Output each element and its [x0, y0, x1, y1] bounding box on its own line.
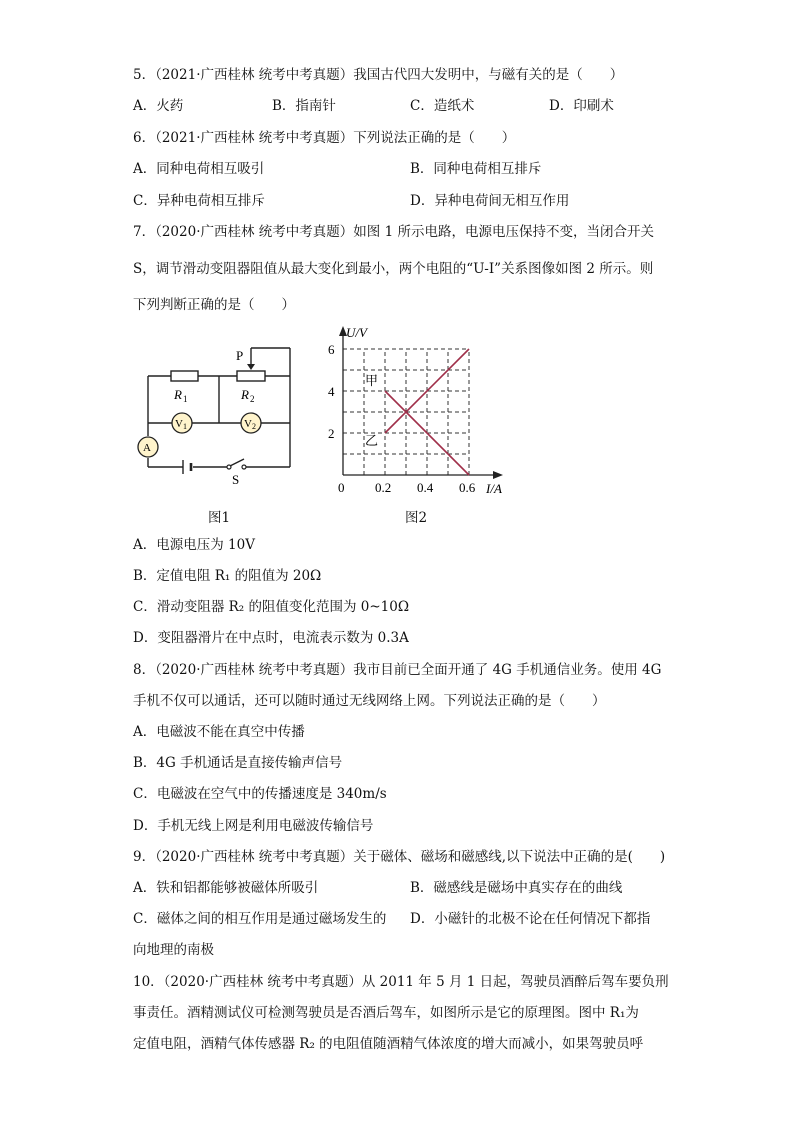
- slider-arrow-icon: [247, 364, 255, 370]
- q7-stem-line2: S，调节滑动变阻器阻值从最大变化到最小，两个电阻的“U-I”关系图像如图 2 所示。则: [133, 261, 654, 277]
- line-yi-label: 乙: [365, 433, 379, 448]
- q6-stem: 6．（2021·广西桂林 统考中考真题）下列说法正确的是（ ）: [133, 130, 516, 146]
- q5-option-b: B．指南针: [272, 98, 336, 114]
- q5-options: [133, 97, 653, 115]
- q6-option-c: C．异种电荷相互排斥: [133, 193, 265, 209]
- origin-label: 0: [338, 480, 345, 495]
- circuit-diagram: [128, 340, 308, 495]
- label-ammeter: A: [143, 442, 151, 454]
- q5-option-d: D．印刷术: [549, 98, 614, 114]
- q8-option-c: C．电磁波在空气中的传播速度是 340m/s: [133, 786, 387, 802]
- resistor-r2: [237, 371, 265, 381]
- q8-option-a: A．电磁波不能在真空中传播: [133, 724, 305, 740]
- line-jia-label: 甲: [365, 373, 379, 388]
- q6-options-row2: [133, 192, 653, 210]
- q6-options-row1: [133, 160, 653, 178]
- q10-line2: 事责任。酒精测试仪可检测驾驶员是否酒后驾车，如图所示是它的原理图。图中 R₁为: [133, 1005, 639, 1021]
- q9-option-d: D．小磁针的北极不论在任何情况下都指: [410, 911, 651, 927]
- label-v2: V: [244, 418, 252, 430]
- q9-stem: 9．（2020·广西桂林 统考中考真题）关于磁体、磁场和磁感线,以下说法中正确的是( ): [133, 849, 666, 865]
- label-r1-sub: 1: [183, 394, 188, 404]
- q7-stem-line3: 下列判断正确的是（ ）: [133, 297, 295, 313]
- q6-option-b: B．同种电荷相互排斥: [410, 161, 542, 177]
- q6-option-d: D．异种电荷间无相互作用: [410, 193, 570, 209]
- label-v1: V: [175, 418, 183, 430]
- q7-stem-line1: 7．（2020·广西桂林 统考中考真题）如图 1 所示电路，电源电压保持不变，当闭合开关: [133, 224, 654, 240]
- q9-options-row2: [133, 910, 673, 928]
- q8-option-b: B．4G 手机通话是直接传输声信号: [133, 755, 343, 771]
- label-r2-sub: 2: [250, 394, 255, 404]
- switch-contact-right: [242, 465, 246, 469]
- q8-stem-line2: 手机不仅可以通话，还可以随时通过无线网络上网。下列说法正确的是（ ）: [133, 693, 606, 709]
- ui-chart: [322, 322, 512, 497]
- q5-stem: 5．（2021·广西桂林 统考中考真题）我国古代四大发明中，与磁有关的是（ ）: [133, 67, 624, 83]
- q9-option-c: C．磁体之间的相互作用是通过磁场发生的: [133, 911, 387, 927]
- x-tick-label: 0.2: [375, 480, 392, 495]
- x-tick-label: 0.4: [417, 480, 434, 495]
- y-tick-label: 4: [328, 384, 335, 399]
- q10-line3: 定值电阻，酒精气体传感器 R₂ 的电阻值随酒精气体浓度的增大而减小，如果驾驶员呼: [133, 1036, 644, 1052]
- q10-line1: 10．（2020·广西桂林 统考中考真题）从 2011 年 5 月 1 日起，驾驶员酒醉后驾车要负刑: [133, 974, 669, 990]
- y-tick-label: 2: [328, 426, 335, 441]
- figure2-caption: 图2: [405, 510, 428, 526]
- switch-lever: [230, 459, 244, 466]
- q5-option-a: A．火药: [133, 98, 184, 114]
- x-axis-label: I/A: [486, 481, 502, 496]
- q7-option-d: D．变阻器滑片在中点时，电流表示数为 0.3A: [133, 630, 409, 646]
- y-tick-label: 6: [328, 342, 335, 357]
- q9-option-d-continued: 向地理的南极: [133, 942, 214, 958]
- q9-option-a: A．铁和铝都能够被磁体所吸引: [133, 880, 319, 896]
- q9-option-b: B．磁感线是磁场中真实存在的曲线: [410, 880, 623, 896]
- q7-option-c: C．滑动变阻器 R₂ 的阻值变化范围为 0~10Ω: [133, 599, 410, 615]
- q9-options-row1: [133, 879, 673, 897]
- resistor-r1: [171, 371, 198, 381]
- x-tick-label: 0.6: [459, 480, 476, 495]
- label-p: P: [236, 348, 244, 363]
- x-axis-arrow-icon: [493, 471, 503, 479]
- label-v1-sub: 1: [183, 422, 187, 431]
- q8-option-d: D．手机无线上网是利用电磁波传输信号: [133, 818, 374, 834]
- figure1-caption: 图1: [208, 510, 231, 526]
- label-v2-sub: 2: [252, 422, 256, 431]
- label-r1: R: [174, 387, 182, 402]
- label-r2: R: [241, 387, 249, 402]
- q7-option-b: B．定值电阻 R₁ 的阻值为 20Ω: [133, 568, 322, 584]
- q8-stem-line1: 8．（2020·广西桂林 统考中考真题）我市目前已全面开通了 4G 手机通信业务。使用 4G: [133, 662, 662, 678]
- label-switch: S: [232, 472, 240, 487]
- q6-option-a: A．同种电荷相互吸引: [133, 161, 265, 177]
- q5-option-c: C．造纸术: [410, 98, 475, 114]
- y-axis-label: U/V: [346, 325, 367, 340]
- q7-option-a: A．电源电压为 10V: [133, 537, 255, 553]
